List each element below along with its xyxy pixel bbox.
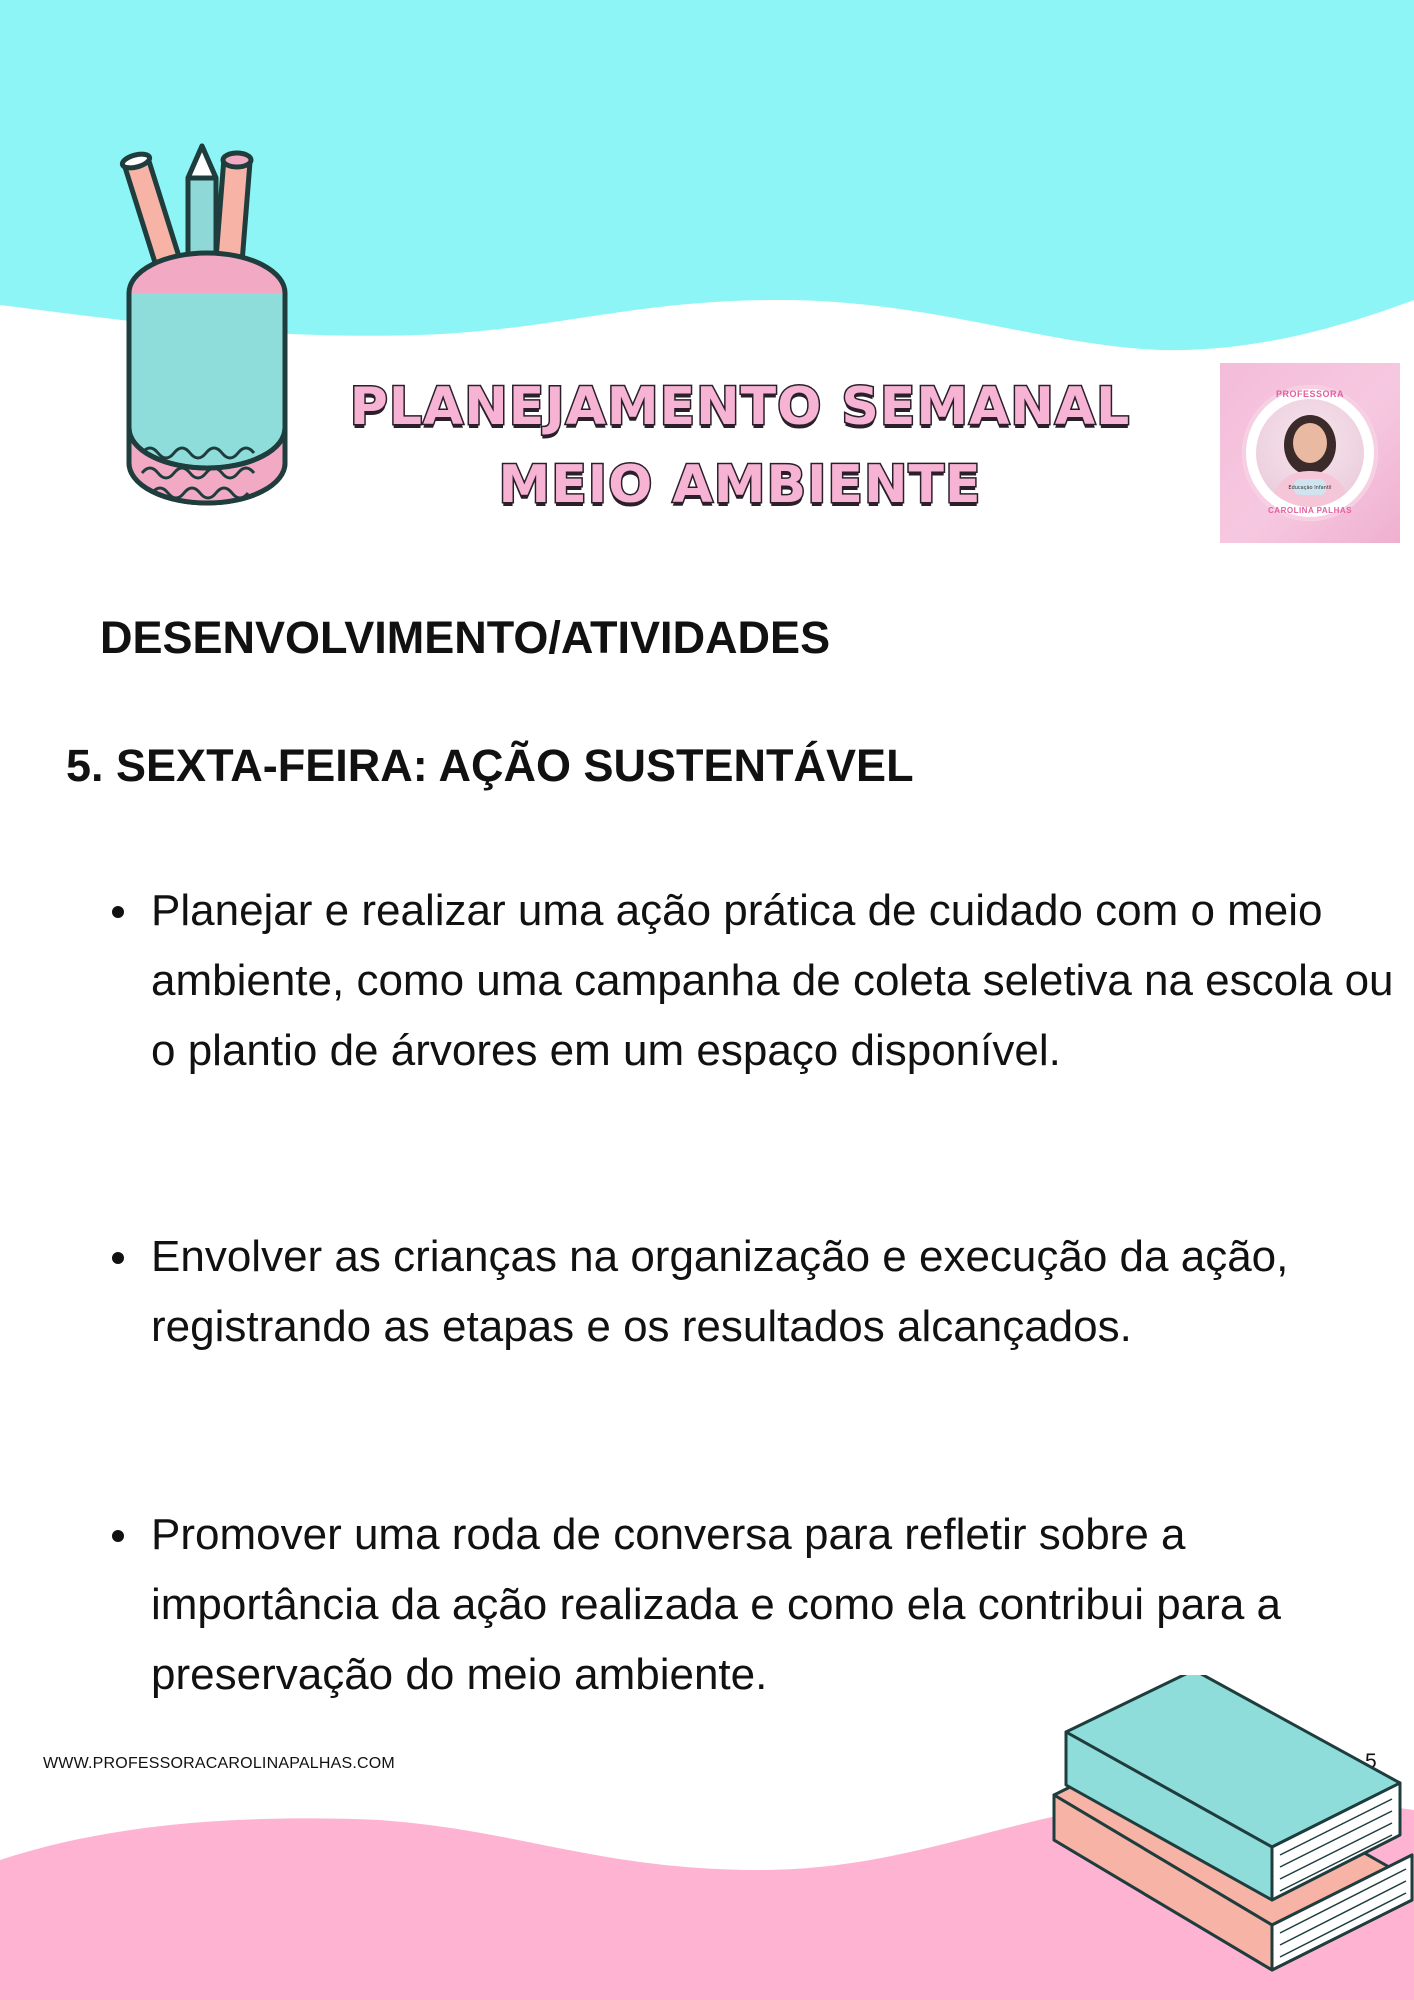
footer-website-link[interactable]: WWW.PROFESSORACAROLINAPALHAS.COM xyxy=(43,1755,395,1772)
bullet-dot-icon xyxy=(112,1530,124,1542)
bullet-dot-icon xyxy=(112,1252,124,1264)
logo-ring xyxy=(1242,385,1378,521)
pencil-cup-icon xyxy=(112,138,302,528)
list-item-text: Promover uma roda de conversa para refletir sobre a importância da ação realizada e como ela contribui para a preservação do meio ambiente. xyxy=(151,1510,1281,1699)
list-item-text: Planejar e realizar uma ação prática de cuidado com o meio ambiente, como uma campanha de coleta seletiva na escola ou o plantio de árvores em um espaço disponível. xyxy=(151,886,1394,1075)
author-photo xyxy=(1256,399,1364,507)
title-line-1: PLANEJAMENTO SEMANAL xyxy=(349,377,1131,437)
section-heading: DESENVOLVIMENTO/ATIVIDADES xyxy=(100,612,831,663)
page-number: 5 xyxy=(1365,1750,1377,1773)
stacked-books-icon xyxy=(1040,1675,1414,1975)
document-title xyxy=(300,368,1180,524)
author-logo xyxy=(1220,363,1400,543)
logo-text-bottom: CAROLINA PALHAS xyxy=(1268,506,1352,515)
bullet-dot-icon xyxy=(112,906,124,918)
author-portrait-icon xyxy=(1256,399,1364,507)
day-heading: 5. SEXTA-FEIRA: AÇÃO SUSTENTÁVEL xyxy=(66,740,914,791)
logo-text-top: PROFESSORA xyxy=(1275,389,1344,399)
badge-text: Educação Infantil xyxy=(1288,485,1332,491)
title-line-2: MEIO AMBIENTE xyxy=(498,455,982,515)
list-item-text: Envolver as crianças na organização e execução da ação, registrando as etapas e os resultados alcançados. xyxy=(151,1232,1289,1351)
